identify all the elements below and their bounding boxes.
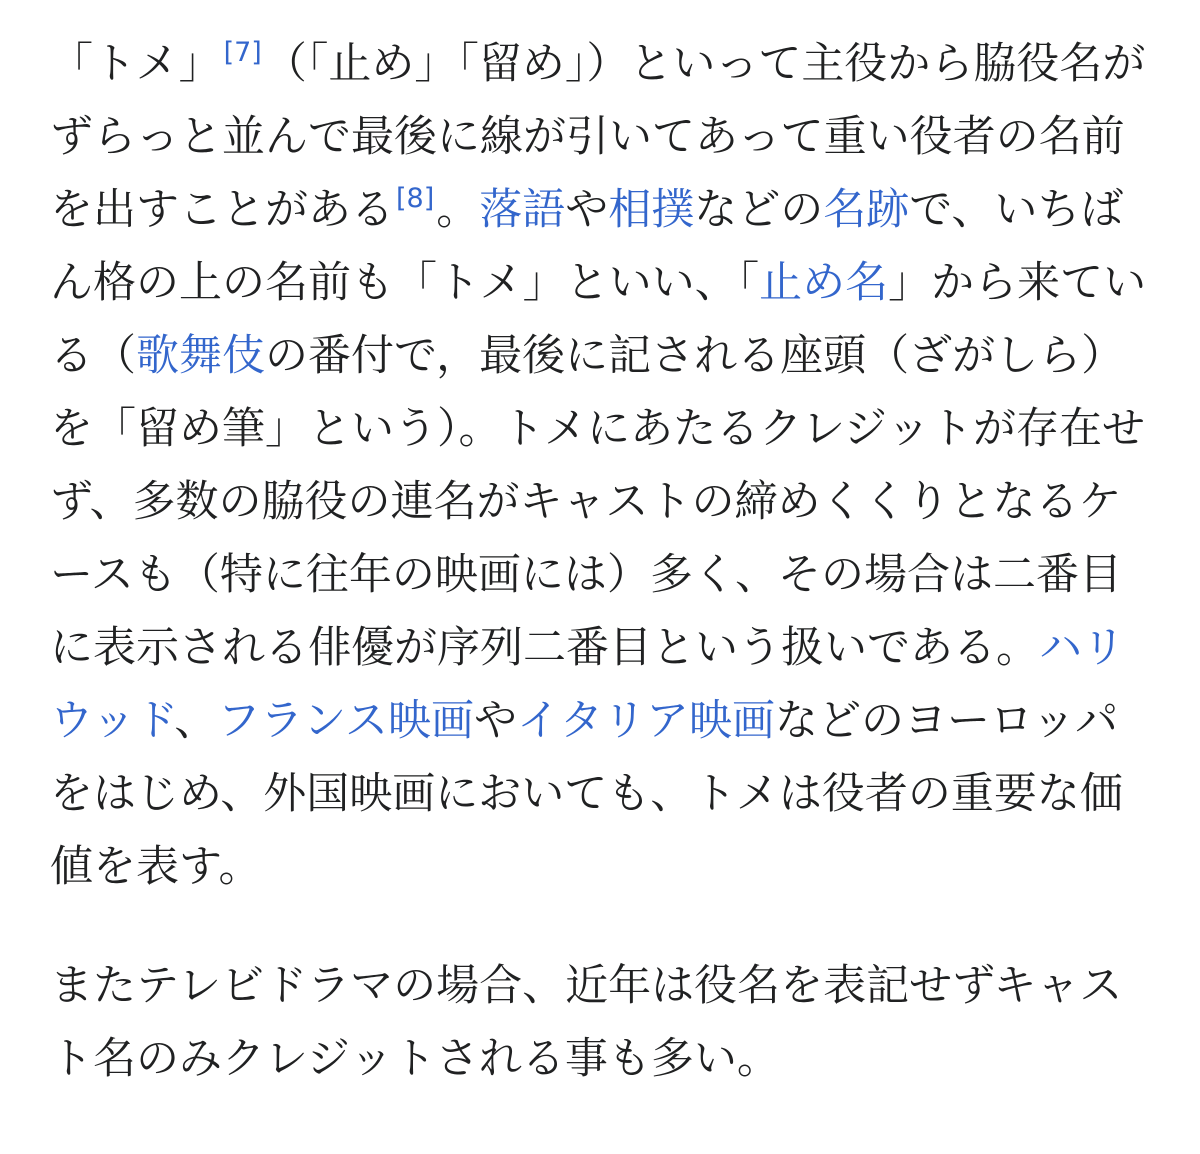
body-text: の番付で，最後に記される座頭（ざがしら）を「留め筆」という）。トメにあたるクレジットが存在せず、多数の脇役の連名がキャストの締めくくりとなるケースも（特に往年の映画には）多く、その場合は二番目に表示される俳優が序列二番目という扱いである。 — [50, 331, 1145, 673]
article-body — [50, 28, 1150, 1096]
body-text: で、いちばん格の上の名前も「トメ」といい、「 — [50, 185, 1124, 308]
link-myoseki[interactable]: 名跡 — [823, 185, 910, 235]
link-rakugo[interactable]: 落語 — [479, 185, 566, 235]
body-text: またテレビドラマの場合、近年は役名を表記せずキャスト名のみクレジットされる事も多い。 — [50, 961, 1123, 1084]
link-kabuki[interactable]: 歌舞伎 — [136, 331, 265, 381]
link-french-cinema[interactable]: フランス映画 — [217, 696, 474, 746]
body-text: 「トメ」 — [50, 39, 222, 89]
citation-link[interactable]: [7] — [223, 37, 262, 68]
link-sumo[interactable]: 相撲 — [608, 185, 695, 235]
citation-ref-7[interactable] — [224, 37, 262, 68]
link-hollywood[interactable]: ハリウッド — [50, 623, 1125, 746]
link-italian-cinema[interactable]: イタリア映画 — [517, 696, 775, 746]
body-text: や — [474, 696, 517, 746]
body-text: や — [565, 185, 609, 235]
body-text: などのヨーロッパをはじめ、外国映画においても、トメは役者の重要な価値を表す。 — [50, 696, 1123, 892]
citation-ref-8[interactable] — [396, 183, 434, 214]
body-text: などの — [694, 185, 824, 235]
body-text: （「止め」「留め」）といって主役から脇役名がずらっと並んで最後に線が引いてあって重い役者の名前を出すことがある — [50, 39, 1146, 235]
body-text: 。 — [436, 185, 480, 235]
paragraph-tome — [50, 28, 1150, 904]
body-text: 」から来ている（ — [50, 258, 1147, 381]
body-text: 、 — [174, 696, 218, 746]
paragraph-tv-drama — [50, 950, 1150, 1096]
link-tomemei[interactable]: 止め名 — [759, 258, 889, 308]
citation-link[interactable]: [8] — [396, 183, 435, 214]
